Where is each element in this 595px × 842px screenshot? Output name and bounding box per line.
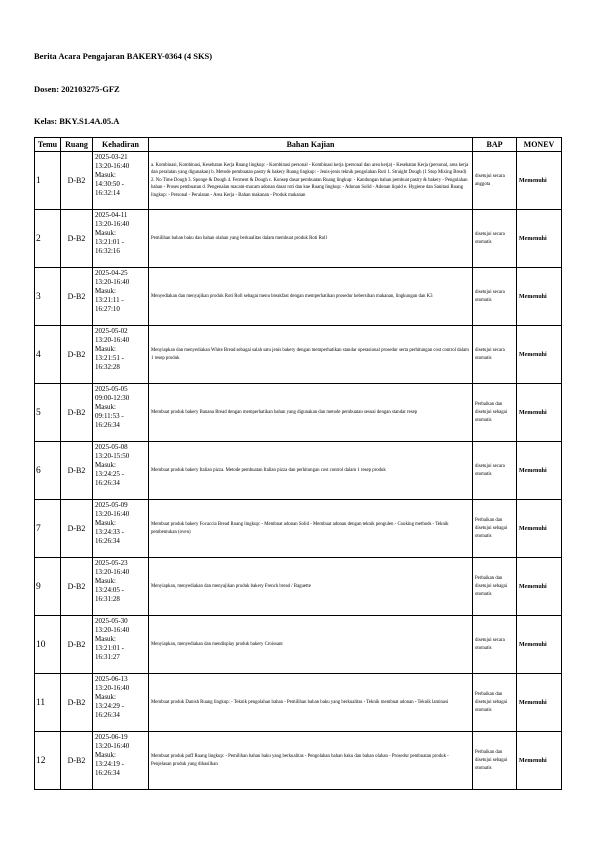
room-code: D-B2 xyxy=(61,732,93,790)
room-code: D-B2 xyxy=(61,674,93,732)
attendance-line: 13:24:05 - xyxy=(95,586,124,594)
attendance-line: Masuk: xyxy=(95,229,116,237)
attendance-time xyxy=(93,152,149,210)
attendance-line: Masuk: xyxy=(95,693,116,701)
attendance-line: 16:26:34 xyxy=(95,479,120,487)
attendance-line: Masuk: xyxy=(95,345,116,353)
column-header-temu: Temu xyxy=(35,138,61,152)
attendance-line: 2025-05-05 xyxy=(95,385,128,393)
bap-line: disetujui sebagai xyxy=(475,525,508,531)
bap-status xyxy=(473,152,517,210)
study-material: Membuat produk puff Ruang lingkup: - Pemilihan bahan baku yang berkualitas - Pengolahan bahan baku dan bahan olahan - Prosedur pembuatan produk - Penjelasan produk yang dihasilkan xyxy=(149,732,473,790)
meeting-number: 1 xyxy=(35,152,61,210)
bap-line: anggota xyxy=(475,181,491,187)
monev-status: Memenuhi xyxy=(517,326,562,384)
attendance-line: 13:21:11 - xyxy=(95,296,124,304)
bap-status xyxy=(473,500,517,558)
column-header-ruang: Ruang xyxy=(61,138,93,152)
meeting-number: 12 xyxy=(35,732,61,790)
attendance-line: 16:31:27 xyxy=(95,653,120,661)
bap-line: otomatis xyxy=(475,765,492,771)
attendance-line: Masuk: xyxy=(95,577,116,585)
monev-status: Memenuhi xyxy=(517,268,562,326)
attendance-line: 2025-05-02 xyxy=(95,327,128,335)
table-row xyxy=(35,268,562,326)
monev-status: Memenuhi xyxy=(517,558,562,616)
attendance-line: 13:20-16:40 xyxy=(95,742,130,750)
attendance-line: Masuk: xyxy=(95,171,116,179)
attendance-time xyxy=(93,500,149,558)
attendance-line: 2025-05-23 xyxy=(95,559,128,567)
table-row xyxy=(35,674,562,732)
bap-line: disetujui sebagai xyxy=(475,583,508,589)
attendance-line: Masuk: xyxy=(95,635,116,643)
table-header-row xyxy=(35,138,562,152)
bap-status xyxy=(473,268,517,326)
attendance-line: Masuk: xyxy=(95,519,116,527)
attendance-time xyxy=(93,616,149,674)
attendance-line: 16:26:34 xyxy=(95,421,120,429)
room-code: D-B2 xyxy=(61,616,93,674)
meeting-number: 11 xyxy=(35,674,61,732)
attendance-line: 16:26:34 xyxy=(95,537,120,545)
bap-line: otomatis xyxy=(475,645,492,651)
bap-line: disetujui secara xyxy=(475,173,505,179)
attendance-line: 14:30:50 - xyxy=(95,180,124,188)
attendance-time xyxy=(93,326,149,384)
bap-line: Perbaikan dan xyxy=(475,749,503,755)
room-code: D-B2 xyxy=(61,500,93,558)
study-material: Membuat produk bakery Banana Bread dengan memperhatikan bahan yang digunakan dan metode pembuatan sesuai dengan standar resep xyxy=(149,384,473,442)
attendance-line: 13:20-16:40 xyxy=(95,162,130,170)
attendance-line: 16:27:10 xyxy=(95,305,120,313)
monev-status: Memenuhi xyxy=(517,152,562,210)
attendance-line: Masuk: xyxy=(95,461,116,469)
attendance-line: 2025-05-08 xyxy=(95,443,128,451)
bap-line: disetujui secara xyxy=(475,289,505,295)
attendance-line: 13:21:01 - xyxy=(95,238,124,246)
lecturer-info: Dosen: 202103275-GFZ xyxy=(34,84,120,94)
meeting-number: 7 xyxy=(35,500,61,558)
attendance-line: 13:20-16:40 xyxy=(95,220,130,228)
bap-line: disetujui sebagai xyxy=(475,409,508,415)
bap-status xyxy=(473,674,517,732)
attendance-line: 16:26:34 xyxy=(95,769,120,777)
study-material: Menyiapkan, menyediakan dan menyajikan produk bakery French bread / Baguette xyxy=(149,558,473,616)
attendance-line: 13:24:19 - xyxy=(95,760,124,768)
table-row xyxy=(35,210,562,268)
attendance-time xyxy=(93,674,149,732)
study-material: Menyiapkan dan menyediakan White Bread sebagai salah satu jenis bakery dengan memperhatikan standar operasional prosedur serta perhitungan cost control dalam 1 resep produk xyxy=(149,326,473,384)
bap-line: otomatis xyxy=(475,591,492,597)
meeting-number: 9 xyxy=(35,558,61,616)
attendance-time xyxy=(93,732,149,790)
class-info: Kelas: BKY.S1.4A.05.A xyxy=(34,116,120,126)
bap-line: otomatis xyxy=(475,355,492,361)
bap-status xyxy=(473,558,517,616)
column-header-bap: BAP xyxy=(473,138,517,152)
table-row xyxy=(35,558,562,616)
bap-status xyxy=(473,442,517,500)
attendance-line: 16:32:28 xyxy=(95,363,120,371)
attendance-line: 13:24:33 - xyxy=(95,528,124,536)
table-body xyxy=(35,152,562,790)
bap-status xyxy=(473,326,517,384)
attendance-line: Masuk: xyxy=(95,403,116,411)
meeting-number: 5 xyxy=(35,384,61,442)
attendance-time xyxy=(93,384,149,442)
attendance-line: 16:32:16 xyxy=(95,247,120,255)
bap-line: disetujui sebagai xyxy=(475,699,508,705)
column-header-kehadiran: Kehadiran xyxy=(93,138,149,152)
page-title: Berita Acara Pengajaran BAKERY-0364 (4 SKS) xyxy=(34,51,213,61)
attendance-table xyxy=(34,137,562,790)
room-code: D-B2 xyxy=(61,384,93,442)
attendance-line: 13:20-16:40 xyxy=(95,336,130,344)
table-row xyxy=(35,326,562,384)
room-code: D-B2 xyxy=(61,210,93,268)
bap-line: otomatis xyxy=(475,471,492,477)
table-row xyxy=(35,616,562,674)
attendance-line: 2025-03-21 xyxy=(95,153,128,161)
bap-status xyxy=(473,732,517,790)
room-code: D-B2 xyxy=(61,152,93,210)
room-code: D-B2 xyxy=(61,558,93,616)
attendance-line: 13:24:25 - xyxy=(95,470,124,478)
study-material: Pemilihan bahan baku dan bahan olahan yang berkualitas dalam membuat produk Roti Roll xyxy=(149,210,473,268)
attendance-line: 2025-04-11 xyxy=(95,211,128,219)
study-material: Menyediakan dan menyajikan produk Roti Roll sebagai menu breakfast dengan memperhatikan prosedur kebersihan makanan, lingkungan dan K3 xyxy=(149,268,473,326)
room-code: D-B2 xyxy=(61,442,93,500)
bap-line: Perbaikan dan xyxy=(475,575,503,581)
attendance-line: 13:20-16:40 xyxy=(95,626,130,634)
room-code: D-B2 xyxy=(61,326,93,384)
attendance-line: 13:20-16:40 xyxy=(95,568,130,576)
bap-line: disetujui sebagai xyxy=(475,757,508,763)
attendance-line: 2025-05-30 xyxy=(95,617,128,625)
attendance-line: 2025-06-19 xyxy=(95,733,128,741)
attendance-line: 16:31:28 xyxy=(95,595,120,603)
monev-status: Memenuhi xyxy=(517,732,562,790)
monev-status: Memenuhi xyxy=(517,500,562,558)
attendance-line: 16:32:14 xyxy=(95,189,120,197)
bap-line: disetujui secara xyxy=(475,347,505,353)
bap-line: otomatis xyxy=(475,239,492,245)
table-row xyxy=(35,152,562,210)
table-row xyxy=(35,500,562,558)
attendance-line: 2025-05-09 xyxy=(95,501,128,509)
bap-line: disetujui secara xyxy=(475,637,505,643)
meeting-number: 4 xyxy=(35,326,61,384)
bap-status xyxy=(473,384,517,442)
bap-line: disetujui secara xyxy=(475,463,505,469)
attendance-line: 13:21:01 - xyxy=(95,644,124,652)
table-row xyxy=(35,442,562,500)
monev-status: Memenuhi xyxy=(517,442,562,500)
bap-line: Perbaikan dan xyxy=(475,517,503,523)
table-row xyxy=(35,384,562,442)
attendance-line: 13:20-15:50 xyxy=(95,452,130,460)
bap-line: otomatis xyxy=(475,297,492,303)
monev-status: Memenuhi xyxy=(517,210,562,268)
bap-line: otomatis xyxy=(475,707,492,713)
column-header-monev: MONEV xyxy=(517,138,562,152)
attendance-line: Masuk: xyxy=(95,287,116,295)
table-row xyxy=(35,732,562,790)
bap-line: Perbaikan dan xyxy=(475,691,503,697)
attendance-time xyxy=(93,558,149,616)
attendance-time xyxy=(93,268,149,326)
attendance-line: 2025-06-13 xyxy=(95,675,128,683)
bap-status xyxy=(473,616,517,674)
study-material: a. Kombinasi, Kombinasi, Kesehatan Kerja Ruang lingkup: - Kombinasi personal - Kombinasi kerja (personal dan area kerja) - Kesehatan Kerja (personal, area kerja dan peralatan yang digunakan) b. Metode pembuatan pastry & bakery Ruang lingkup: - Jenis-jenis teknik pengolahan Roti 1. Straight Dough (1 Stop Mixing Bread) 2. No Time Dough 3. Sponge & Dough 4. Ferment & Dough c. Konsep dasar pembuatan Ruang lingkup: - Kandungan bahan pembuat pastry & bakery - Pengolahan bahan - Proses pembuatan d. Pengenalan macam-macam adonan dasar roti dan kue Ruang lingkup: - Adonan Solid - Adonan liquid e. Hygiene dan Sanitasi Ruang lingkup: - Personal - Peralatan - Area Kerja - Bahan makanan - Produk makanan xyxy=(149,152,473,210)
attendance-line: 16:26:34 xyxy=(95,711,120,719)
study-material: Membuat produk bakery Italian pizza. Metode pembuatan Italian pizza dan perhitungan cost control dalam 1 resep produk xyxy=(149,442,473,500)
meeting-number: 6 xyxy=(35,442,61,500)
attendance-line: 13:20-16:40 xyxy=(95,278,130,286)
bap-status xyxy=(473,210,517,268)
study-material: Menyiapkan, menyediakan dan mendisplay produk bakery Croissant xyxy=(149,616,473,674)
attendance-line: 2025-04-25 xyxy=(95,269,128,277)
bap-line: otomatis xyxy=(475,533,492,539)
monev-status: Memenuhi xyxy=(517,616,562,674)
bap-line: Perbaikan dan xyxy=(475,401,503,407)
attendance-line: 13:20-16:40 xyxy=(95,684,130,692)
attendance-time xyxy=(93,210,149,268)
attendance-line: 13:20-16:40 xyxy=(95,510,130,518)
bap-line: otomatis xyxy=(475,417,492,423)
meeting-number: 10 xyxy=(35,616,61,674)
attendance-line: Masuk: xyxy=(95,751,116,759)
attendance-line: 13:21:51 - xyxy=(95,354,124,362)
column-header-bahan-kajian: Bahan Kajian xyxy=(149,138,473,152)
meeting-number: 3 xyxy=(35,268,61,326)
bap-line: disetujui secara xyxy=(475,231,505,237)
meeting-number: 2 xyxy=(35,210,61,268)
attendance-line: 13:24:29 - xyxy=(95,702,124,710)
room-code: D-B2 xyxy=(61,268,93,326)
attendance-time xyxy=(93,442,149,500)
study-material: Membuat produk bakery Focaccia Bread Ruang lingkup: - Membuat adonan Solid - Membuat adonan dengan teknik pengulen - Cooking methods - Teknik pembentukan (oven) xyxy=(149,500,473,558)
study-material: Membuat produk Danish Ruang lingkup: - Teknik pengolahan bahan - Pemilihan bahan baku yang berkualitas - Teknik membuat adonan - Teknik laminasi xyxy=(149,674,473,732)
monev-status: Memenuhi xyxy=(517,384,562,442)
attendance-line: 09:00-12:30 xyxy=(95,394,130,402)
monev-status: Memenuhi xyxy=(517,674,562,732)
attendance-line: 09:11:53 - xyxy=(95,412,124,420)
